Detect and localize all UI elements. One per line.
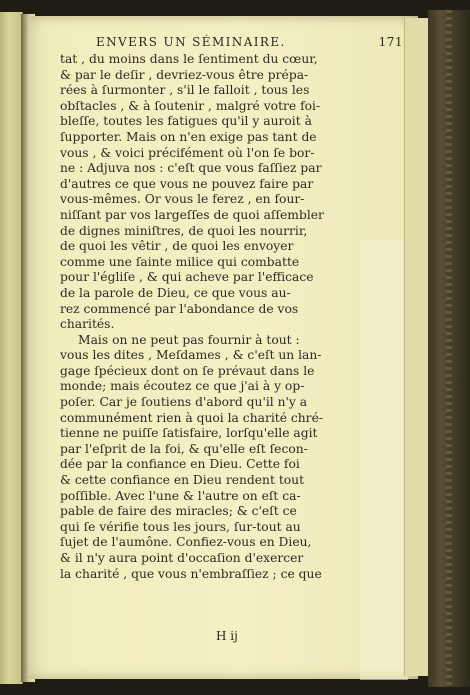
text-line: la charité , que vous n'embraſſiez ; ce que (60, 566, 322, 581)
text-line: ſujet de l'aumône. Confiez-vous en Dieu, (60, 535, 312, 550)
text-line: d'autres ce que vous ne pouvez faire par (60, 176, 314, 191)
text-line: de dignes miniſtres, de quoi les nourrir, (60, 223, 308, 238)
text-line: gage ſpécieux dont on ſe prévaut dans le (60, 363, 315, 378)
text-line: obſtacles , & à ſoutenir , malgré votre foi- (60, 98, 321, 113)
text-line: bleſſe, toutes les fatigues qu'il y auroit à (60, 114, 312, 129)
text-line: poſſible. Avec l'une & l'autre on eſt ca- (60, 488, 301, 503)
text-line: de la parole de Dieu, ce que vous au- (60, 285, 291, 300)
page-number: 171 (378, 35, 403, 49)
running-header (96, 35, 403, 49)
text-line: rées à ſurmonter , s'il le falloit , tous les (60, 83, 310, 98)
text-line: poſer. Car je ſoutiens d'abord qu'il n'y a (60, 395, 308, 410)
header-title: ENVERS UN SÉMINAIRE. (96, 35, 286, 49)
text-line: vous les dites , Meſdames , & c'eſt un lan- (60, 348, 322, 363)
text-line: comme une ſainte milice qui combatte (60, 254, 300, 269)
signature-mark: H ij (216, 629, 238, 643)
text-line: pour l'égliſe , & qui acheve par l'efficace (60, 270, 314, 285)
text-line: dée par la confiance en Dieu. Cette foi (60, 457, 300, 472)
text-line: ne : Adjuva nos : c'eſt que vous faſſiez par (60, 161, 322, 176)
text-line: vous , & voici précifément où l'on ſe bor- (60, 145, 315, 160)
text-line: & par le deſir , devriez-vous être prépa- (60, 67, 309, 82)
body-text (60, 52, 378, 582)
cover-texture (446, 10, 452, 687)
text-line: qui ſe vérifie tous les jours, ſur-tout au (60, 519, 301, 534)
text-line: tienne ne puiſſe ſatisfaire, lorſqu'elle agit (60, 426, 318, 441)
text-line: & cette confiance en Dieu rendent tout (60, 473, 305, 488)
text-line: niſſant par vos largeſſes de quoi aſſembler (60, 207, 324, 222)
text-line: tat , du moins dans le ſentiment du cœur, (60, 52, 318, 66)
text-line: pable de faire des miracles; & c'eſt ce (60, 504, 297, 519)
text-line: monde; mais écoutez ce que j'ai à y op- (60, 379, 305, 394)
text-line: ſupporter. Mais on n'en exige pas tant de (60, 129, 317, 144)
page-block-edge (404, 18, 429, 676)
text-line: charités. (60, 317, 115, 332)
left-page-edge (0, 12, 23, 684)
text-line: rez commencé par l'abondance de vos (60, 301, 299, 316)
text-line: communément rien à quoi la charité chré- (60, 410, 323, 425)
text-line: par l'eſprit de la foi, & qu'elle eſt ſecon- (60, 441, 308, 456)
text-line: & il n'y aura point d'occaſion d'exercer (60, 551, 304, 565)
text-line: vous-mêmes. Or vous le ferez , en four- (60, 192, 305, 207)
paragraph-start-line: Mais on ne peut pas fournir à tout : (78, 332, 300, 347)
text-line: de quoi les vêtir , de quoi les envoyer (60, 239, 294, 254)
